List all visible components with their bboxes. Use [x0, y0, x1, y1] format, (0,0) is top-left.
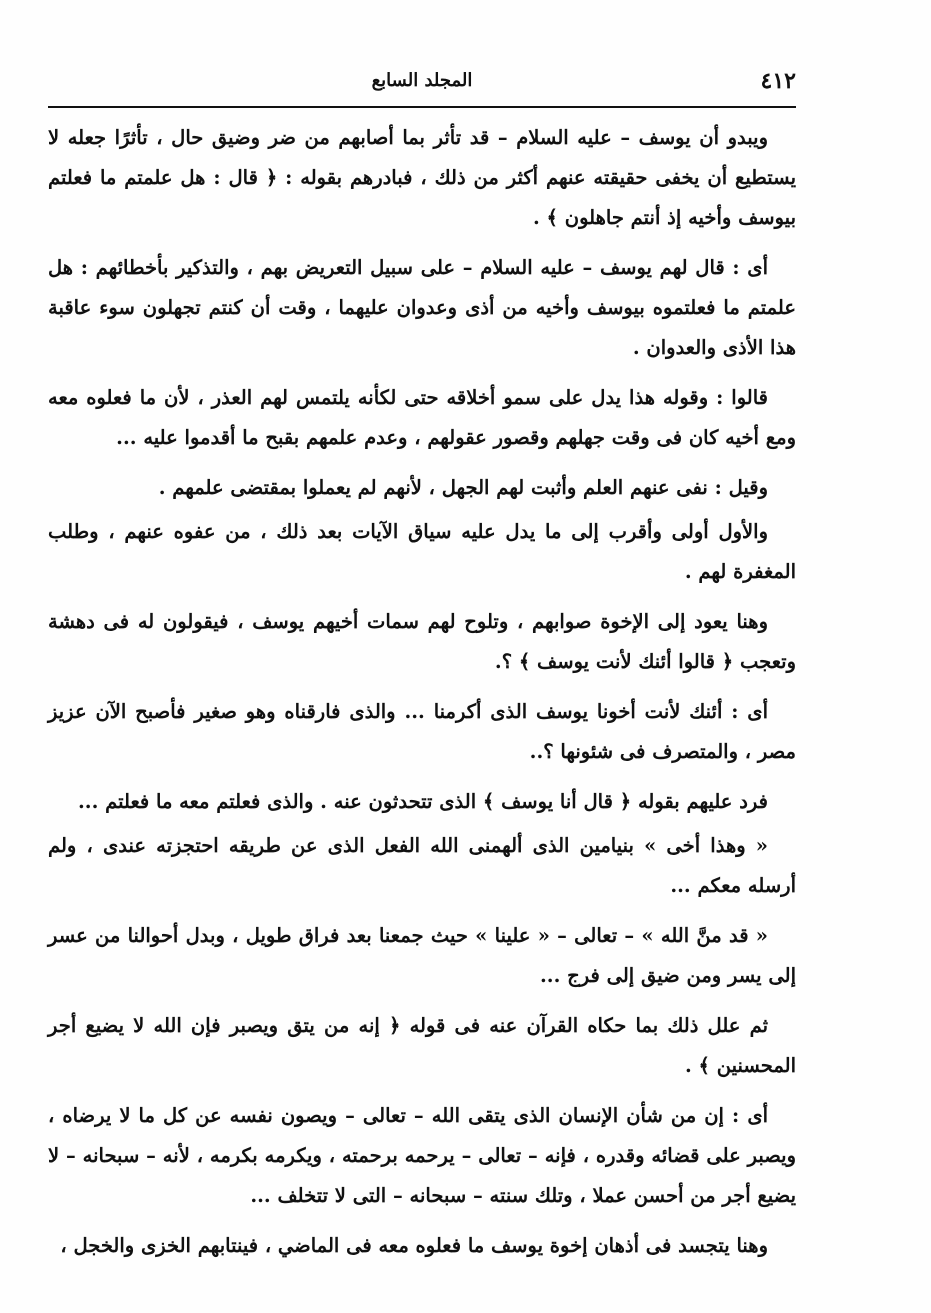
paragraph: أى : أئنك لأنت أخونا يوسف الذى أكرمنا ... والذى فارقناه وهو صغير فأصبح الآن عزيز مصر ، والمتصرف فى شئونها ؟.. [48, 700, 796, 763]
paragraph: ثم علل ذلك بما حكاه القرآن عنه فى قوله ﴿ إنه من يتق ويصبر فإن الله لا يضيع أجر المحسنين ﴾ . [48, 1014, 796, 1077]
paragraph: « وهذا أخى » بنيامين الذى ألهمنى الله الفعل الذى عن طريقه احتجزته عندى ، ولم أرسله معكم ... [48, 834, 796, 897]
paragraph: وهنا يعود إلى الإخوة صوابهم ، وتلوح لهم سمات أخيهم يوسف ، فيقولون له فى دهشة وتعجب ﴿ قالوا أئنك لأنت يوسف ﴾ ؟. [48, 610, 796, 673]
header-divider [48, 106, 796, 108]
page-body [48, 118, 796, 1276]
page-number: ٤١٢ [760, 68, 796, 94]
running-title: المجلد السابع [371, 70, 473, 91]
paragraph: « قد منَّ الله » – تعالى – « علينا » حيث جمعنا بعد فراق طويل ، وبدل أحوالنا من عسر إلى يسر ومن ضيق إلى فرج ... [48, 924, 796, 987]
paragraph: أى : قال لهم يوسف – عليه السلام – على سبيل التعريض بهم ، والتذكير بأخطائهم : هل علمتم ما فعلتموه بيوسف وأخيه من أذى وعدوان عليهما ، وقت أن كنتم تجهلون سوء عاقبة هذا الأذى والعدوان . [48, 256, 796, 359]
page-header [48, 62, 796, 106]
paragraph: وقيل : نفى عنهم العلم وأثبت لهم الجهل ، لأنهم لم يعملوا بمقتضى علمهم . [158, 476, 768, 499]
paragraph: أى : إن من شأن الإنسان الذى يتقى الله – تعالى – ويصون نفسه عن كل ما لا يرضاه ، ويصبر على قضائه وقدره ، فإنه – تعالى – يرحمه برحمته ، ويكرمه بكرمه ، لأنه – سبحانه – لا يضيع أجر من أحسن عملا ، وتلك سنته – سبحانه – التى لا تتخلف ... [48, 1104, 796, 1207]
paragraph: ويبدو أن يوسف – عليه السلام – قد تأثر بما أصابهم من ضر وضيق حال ، تأثرًا جعله لا يستطيع أن يخفى حقيقته عنهم أكثر من ذلك ، فبادرهم بقوله : ﴿ قال : هل علمتم ما فعلتم بيوسف وأخيه إذ أنتم جاهلون ﴾ . [48, 126, 796, 229]
paragraph: قالوا : وقوله هذا يدل على سمو أخلاقه حتى لكأنه يلتمس لهم العذر ، لأن ما فعلوه معه ومع أخيه كان فى وقت جهلهم وقصور عقولهم ، وعدم علمهم بقبح ما أقدموا عليه ... [48, 386, 796, 449]
paragraph: والأول أولى وأقرب إلى ما يدل عليه سياق الآيات بعد ذلك ، من عفوه عنهم ، وطلب المغفرة لهم . [48, 520, 796, 583]
paragraph: فرد عليهم بقوله ﴿ قال أنا يوسف ﴾ الذى تتحدثون عنه . والذى فعلتم معه ما فعلتم ... [78, 790, 768, 813]
paragraph: وهنا يتجسد فى أذهان إخوة يوسف ما فعلوه معه فى الماضي ، فينتابهم الخزى والخجل ، [60, 1234, 768, 1257]
